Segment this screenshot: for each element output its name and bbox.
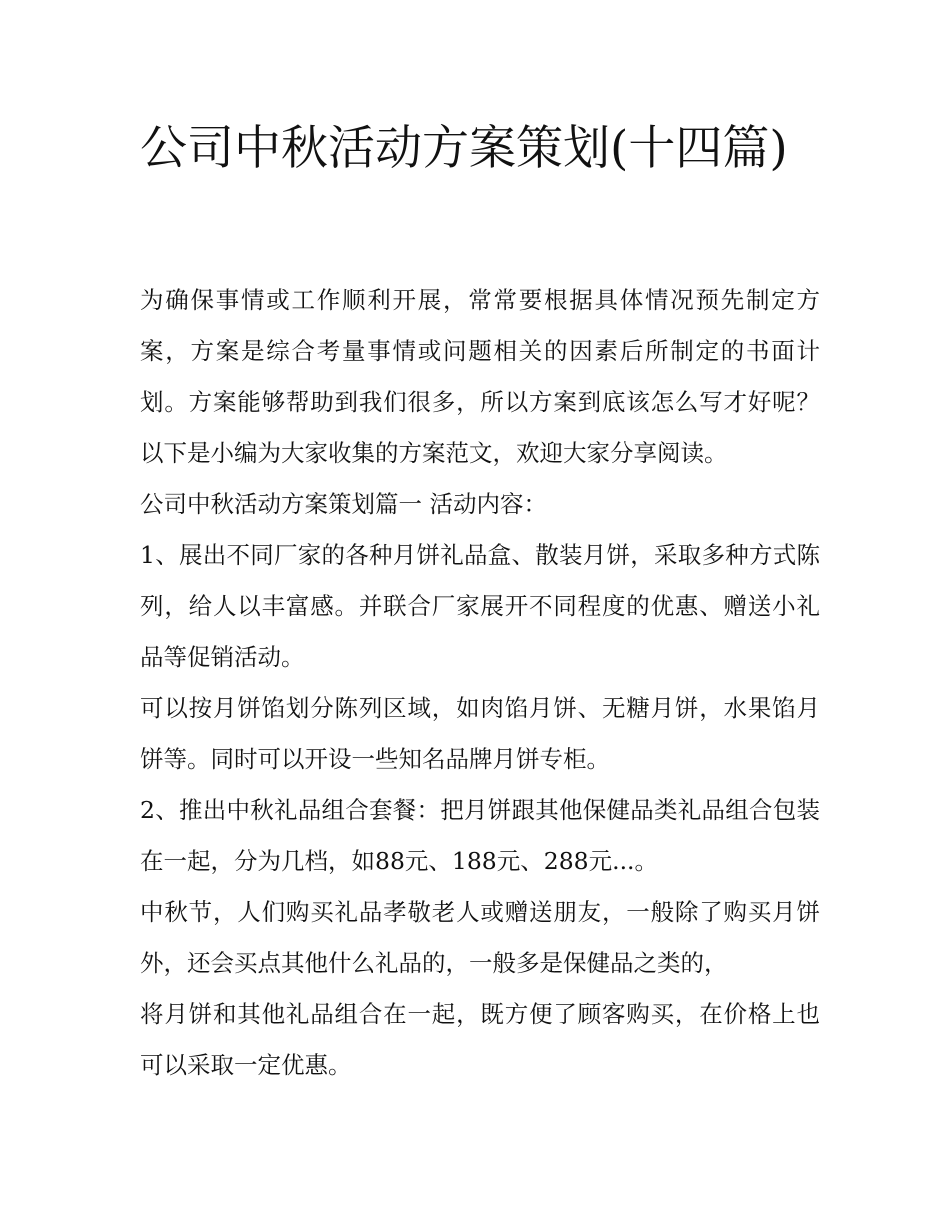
paragraph-item-2-detail: 中秋节，人们购买礼品孝敬老人或赠送朋友，一般除了购买月饼外，还会买点其他什么礼品的，一般多是保健品之类的， xyxy=(140,898,820,977)
document-title: 公司中秋活动方案策划(十四篇) xyxy=(140,121,788,176)
paragraph-item-2-conclusion: 将月饼和其他礼品组合在一起，既方便了顾客购买，在价格上也可以采取一定优惠。 xyxy=(140,1000,820,1079)
paragraph-item-1: 1、展出不同厂家的各种月饼礼品盒、散装月饼，采取多种方式陈列，给人以丰富感。并联合厂家展开不同程度的优惠、赠送小礼品等促销活动。 xyxy=(140,541,820,671)
paragraph-item-2: 2、推出中秋礼品组合套餐：把月饼跟其他保健品类礼品组合包装在一起，分为几档，如88元、188元、288元...。 xyxy=(140,796,820,875)
document-body xyxy=(140,275,820,1091)
paragraph-intro: 为确保事情或工作顺利开展，常常要根据具体情况预先制定方案，方案是综合考量事情或问题相关的因素后所制定的书面计划。方案能够帮助到我们很多，所以方案到底该怎么写才好呢？以下是小编为大家收集的方案范文，欢迎大家分享阅读。 xyxy=(140,286,820,467)
paragraph-item-1-detail: 可以按月饼馅划分陈列区域，如肉馅月饼、无糖月饼，水果馅月饼等。同时可以开设一些知名品牌月饼专柜。 xyxy=(140,694,820,773)
paragraph-section-heading: 公司中秋活动方案策划篇一 活动内容： xyxy=(140,490,547,518)
